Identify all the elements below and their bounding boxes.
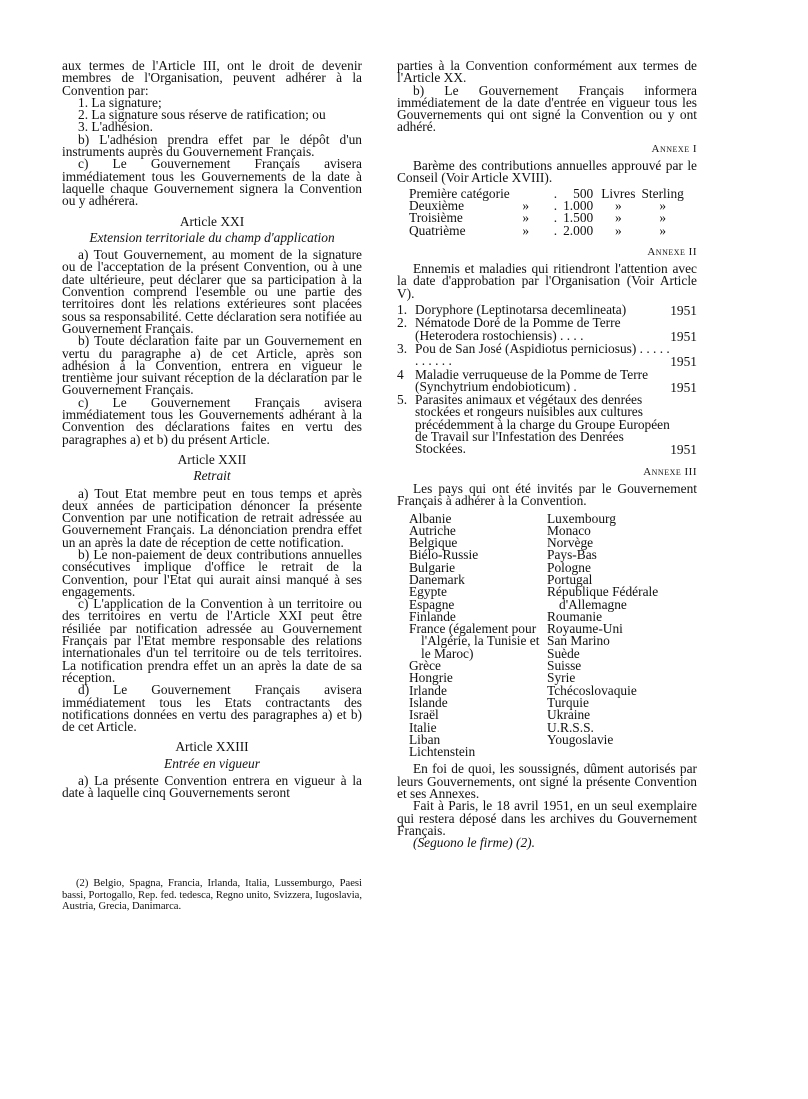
article-22-subtitle: Retrait [193, 468, 231, 484]
country-name: Biélo-Russie [409, 547, 479, 563]
country-name: Irlande [409, 682, 447, 698]
country-name: Lichtenstein [409, 744, 476, 760]
country-name: Suisse [547, 658, 582, 674]
currency-unit: » [615, 210, 622, 226]
entry-into-force-paragraph-b: b) Le Gouvernement Français informera immédiatement de la date d'entrée en vigueur tous les Gouvernements qui ont signé la Convention ou y ont adhéré. [397, 82, 697, 135]
country-name: San Marino [547, 633, 610, 649]
paragraph-c: c) Le Gouvernement Français avisera immédiatement tous les Gouvernements de la date à laquelle chaque Gouvernement signera la Convention ou y adhérera. [62, 156, 362, 209]
country-name: Danemark [409, 571, 465, 587]
left-column [62, 60, 362, 800]
amount-value: 500 [573, 185, 594, 201]
contribution-row [409, 225, 684, 237]
country-name: Ukraine [547, 707, 591, 723]
country-name: Turquie [547, 694, 589, 710]
option-adhesion: 3. L'adhésion. [78, 119, 153, 135]
pests-list [397, 304, 697, 457]
country-name: Finlande [409, 608, 456, 624]
pest-name: Pou de San José (Aspidiotus perniciosus) . . . . . . . . . . . [415, 340, 670, 369]
country-name: France (également pour l'Algérie, la Tunisie et le Maroc) [409, 621, 540, 661]
category-label: Quatrième [409, 222, 466, 238]
country-name: Liban [409, 731, 441, 747]
country-name: Pologne [547, 559, 591, 575]
approval-year: 1951 [670, 303, 697, 319]
article-21-title: Article XXI [179, 213, 245, 229]
country-name: Hongrie [409, 670, 453, 686]
country-name: Luxembourg [547, 510, 616, 526]
pest-number: 5. [397, 392, 408, 408]
annex-2-title: Annexe II [647, 245, 697, 258]
annex-3-text: Les pays qui ont été invités par le Gouvernement Français à adhérer à la Convention. [397, 480, 697, 509]
approval-year: 1951 [670, 379, 697, 395]
footnote [62, 878, 362, 913]
currency-unit: » [615, 197, 622, 213]
country-name: Bulgarie [409, 559, 456, 575]
closing-paragraph-1: En foi de quoi, les soussignés, dûment autorisés par leurs Gouvernements, ont signé la présente Convention et ses Annexes. [397, 761, 697, 802]
country-name: Royaume-Uni [547, 621, 623, 637]
annex-1-text: Barème des contributions annuelles approuvé par le Conseil (Voir Article XVIII). [397, 158, 697, 186]
article-21-paragraph-b: b) Toute déclaration faite par un Gouvernement en vertu du paragraphe a) de cet Article, après son adhésion à la Convention, entrera en vigueur le trentième jour suivant réception de la déclaration par le Gouvernement Français. [62, 333, 362, 398]
option-signature: 1. La signature; [78, 94, 162, 110]
approval-year: 1951 [670, 328, 697, 344]
country-name: République Fédérale d'Allemagne [547, 584, 659, 612]
country-name: Autriche [409, 522, 456, 538]
country-name: U.R.S.S. [547, 719, 594, 735]
leader-dot: . [553, 210, 558, 226]
ditto-mark: » [522, 197, 530, 213]
article-23-subtitle: Entrée en vigueur [164, 755, 260, 771]
pest-number: 4 [397, 366, 404, 382]
article-22-title: Article XXII [177, 451, 247, 467]
country-name: Belgique [409, 535, 458, 551]
ditto-mark: » [522, 222, 530, 238]
right-column [397, 60, 697, 850]
country-name: Albanie [409, 510, 452, 526]
currency-unit-2: » [659, 222, 667, 238]
approval-year: 1951 [670, 442, 697, 458]
footnote-text: (2) Belgio, Spagna, Francia, Irlanda, Italia, Lussemburgo, Paesi bassi, Portogallo, Rep. fed. tedesca, Regno unito, Svizzera, Iugoslavia, Austria, Grecia, Danimarca. [62, 878, 362, 912]
country-name: Syrie [547, 670, 576, 686]
category-label: Deuxième [409, 197, 465, 213]
pest-name: Maladie verruqueuse de la Pomme de Terre (Synchytrium endobioticum) . [415, 366, 649, 394]
amount-value: 1.500 [563, 210, 594, 226]
article-21-paragraph-c: c) Le Gouvernement Français avisera immédiatement tous les Gouvernements adhérant à la Convention des déclarations faites en vertu des paragraphes a) et b) du présent Article. [62, 394, 362, 447]
pest-name: Doryphore (Leptinotarsa decemlineata) [415, 302, 627, 318]
amount-value: 1.000 [563, 197, 594, 213]
amount-value: 2.000 [563, 222, 594, 238]
pest-number: 1. [397, 302, 408, 318]
intro-paragraph: aux termes de l'Article III, ont le droit de devenir membres de l'Organisation, peuvent adhérer à la Convention par: [62, 58, 362, 98]
country-name: Monaco [547, 522, 591, 538]
currency-unit: Livres [601, 185, 636, 201]
article-22-paragraph-a: a) Tout Etat membre peut en tous temps et après deux années de participation dénoncer la présente Convention par une notification de retrait adressée au Gouvernement Français. La dénonciation prendra effet un an après la date de réception de cette notification. [62, 485, 362, 550]
annex-2-text: Ennemis et maladies qui ritiendront l'attention avec la date d'approbation par l'Organisation (Voir Article V). [397, 261, 697, 301]
article-22-paragraph-d: d) Le Gouvernement Français avisera immédiatement tous les Etats contractants des notifications données en vertu des paragraphes a) et b) de cet Article. [62, 682, 362, 735]
ditto-mark: » [522, 210, 530, 226]
category-label: Troisième [409, 210, 463, 226]
pest-item [397, 369, 697, 395]
country-name: Israël [409, 707, 439, 723]
contributions-table [409, 185, 684, 238]
pest-item [397, 394, 697, 456]
pest-item [397, 343, 697, 369]
currency-unit-2: » [659, 210, 667, 226]
pest-number: 3. [397, 340, 408, 356]
article-23-title: Article XXIII [175, 739, 249, 755]
country-name: Roumanie [547, 608, 603, 624]
country-name: Yougoslavie [547, 731, 614, 747]
country-name: Norvège [547, 535, 594, 551]
option-ratification: 2. La signature sous réserve de ratification; ou [78, 107, 326, 123]
pest-number: 2. [397, 315, 408, 331]
article-21-paragraph-a: a) Tout Gouvernement, au moment de la signature ou de l'acceptation de la présent Convention, ou à une date ultérieure, peut déclarer que sa participation à la Convention comprend l'esemble ou une partie des territoires dont les relations extérieures sont placées sous sa responsabilité. Cette déclaration sera notifiée au Gouvernement Français. [62, 247, 362, 336]
annex-3-title: Annexe III [643, 465, 697, 478]
pest-item [397, 317, 697, 343]
article-22-paragraph-b: b) Le non-paiement de deux contributions annuelles consécutives implique d'office le retrait de la Convention, pour l'Etat qui aurait ainsi manqué à ses engagements. [62, 546, 362, 599]
countries-left-column [397, 510, 547, 760]
country-name: Espagne [409, 596, 455, 612]
article-21-subtitle: Extension territoriale du champ d'application [89, 229, 335, 245]
countries-list [397, 510, 697, 760]
country-name: Islande [409, 694, 448, 710]
article-22-paragraph-c: c) L'application de la Convention à un territoire ou des territoires en vertu de l'Article XXI peut être résiliée par notification adressée au Gouvernement Français par l'Etat membre responsable des relations internationales d'un tel territoire ou de tels territoires. La notification prendra effet un an après la date de sa réception. [62, 596, 362, 685]
country-name: Suède [547, 645, 580, 661]
pest-name: Nématode Doré de la Pomme de Terre (Heterodera rostochiensis) . . . . [415, 315, 621, 343]
leader-dot: . [553, 197, 558, 213]
country-name: Italie [409, 719, 437, 735]
country-name: Grèce [409, 658, 441, 674]
countries-right-column [547, 510, 697, 759]
signatures-note: (Seguono le firme) (2). [413, 835, 535, 851]
currency-unit-2: Sterling [641, 185, 684, 201]
paragraph-b: b) L'adhésion prendra effet par le dépôt d'un instruments auprès du Gouvernement Français. [62, 131, 362, 160]
currency-unit-2: » [659, 197, 667, 213]
leader-dot: . [553, 185, 558, 201]
leader-dot: . [553, 222, 558, 238]
country-name: Tchécoslovaquie [547, 682, 637, 698]
country-name: Portugal [547, 571, 593, 587]
approval-year: 1951 [670, 354, 697, 370]
category-label: Première catégorie [409, 185, 510, 201]
continuation-paragraph: parties à la Convention conformément aux termes de l'Article XX. [397, 58, 697, 86]
currency-unit: » [615, 222, 622, 238]
annex-1-title: Annexe I [651, 142, 697, 155]
pest-name: Parasites animaux et végétaux des denrées stockées et rongeurs nuisibles aux cultures précédemment à la charge du Groupe Européen de Travail sur l'Infestation des Denrées Stockées. [415, 392, 670, 457]
article-23-paragraph-a: a) La présente Convention entrera en vigueur à la date à laquelle cinq Gouvernements seront [62, 773, 362, 801]
country-name: Egypte [409, 584, 447, 600]
closing-paragraph-2: Fait à Paris, le 18 avril 1951, en un seul exemplaire qui restera déposé dans les archives du Gouvernement Français. [397, 798, 697, 838]
country-name: Pays-Bas [547, 547, 597, 563]
